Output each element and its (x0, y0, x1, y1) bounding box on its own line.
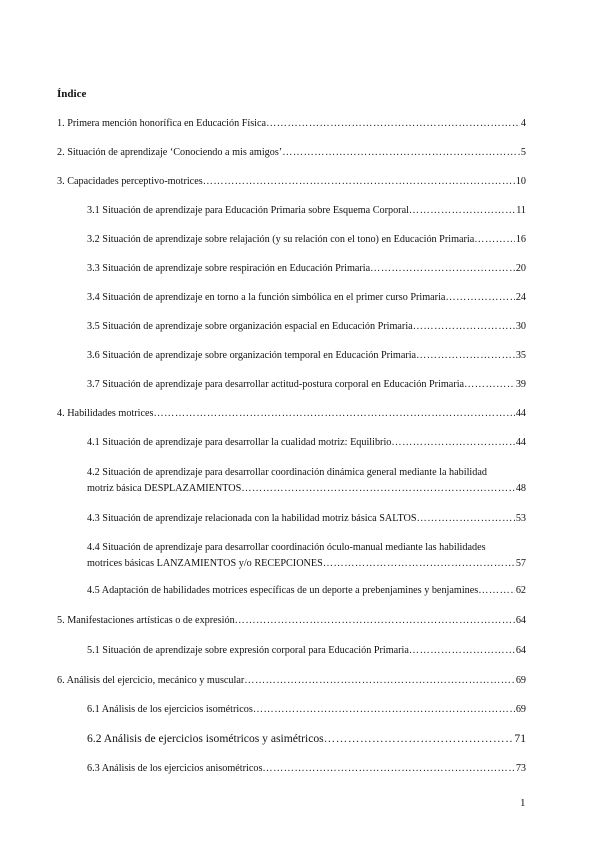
toc-entry[interactable] (87, 436, 526, 450)
toc-entry-text: 4.4 Situación de aprendizaje para desarrollar coordinación óculo-manual mediante las habilidades (87, 542, 486, 553)
toc-entry-page: 71 (514, 732, 526, 745)
toc-entry-page: 57 (515, 558, 526, 569)
toc-entry[interactable] (87, 584, 526, 598)
toc-entry-text: 3.4 Situación de aprendizaje en torno a la función simbólica en el primer curso Primaria (87, 292, 446, 303)
toc-heading: Índice (57, 88, 87, 100)
toc-entry-page: 10 (515, 176, 526, 187)
toc-entry[interactable] (57, 674, 526, 688)
toc-entry-text: 3.7 Situación de aprendizaje para desarrollar actitud-postura corporal en Educación Primaria (87, 379, 465, 390)
toc-entry-text: 5. Manifestaciones artísticas o de expresión (57, 615, 235, 626)
toc-entry-page: 5 (520, 147, 526, 158)
toc-entry[interactable] (87, 762, 526, 776)
toc-entry[interactable] (87, 204, 526, 218)
toc-entry-text: 3.3 Situación de aprendizaje sobre respiración en Educación Primaria (87, 263, 371, 274)
toc-entry[interactable] (57, 614, 526, 628)
toc-entry-page: 11 (516, 205, 526, 216)
toc-entry-page: 73 (515, 763, 526, 774)
toc-entry-page: 69 (515, 704, 526, 715)
toc-entry[interactable] (57, 407, 526, 421)
toc-entry-page: 44 (515, 437, 526, 448)
toc-entry[interactable] (57, 117, 526, 131)
toc-entry[interactable] (87, 262, 526, 276)
toc-entry[interactable] (87, 291, 526, 305)
toc-entry[interactable] (87, 644, 526, 658)
toc-entry-text: 3.2 Situación de aprendizaje sobre relajación (y su relación con el tono) en Educación Primaria (87, 234, 475, 245)
toc-entry-text: 4.5 Adaptación de habilidades motrices específicas de un deporte a prebenjamines y benjamines (87, 585, 479, 596)
toc-entry-text: 3.6 Situación de aprendizaje sobre organización temporal en Educación Primaria (87, 350, 417, 361)
toc-entry-text: 5.1 Situación de aprendizaje sobre expresión corporal para Educación Primaria (87, 645, 409, 656)
toc-entry-text: 1. Primera mención honorífica en Educación Física (57, 118, 267, 129)
toc-entry[interactable] (87, 233, 526, 247)
toc-entry-text: 4.1 Situación de aprendizaje para desarrollar la cualidad motriz: Equilibrio (87, 437, 392, 448)
toc-entry[interactable] (57, 175, 526, 189)
toc-entry[interactable] (87, 320, 526, 334)
toc-entry[interactable] (87, 703, 526, 717)
toc-entry-text: 2. Situación de aprendizaje ‘Conociendo a mis amigos’ (57, 147, 283, 158)
toc-entry-page: 4 (520, 118, 526, 129)
toc-entry-text: 6.2 Análisis de ejercicios isométricos y asimétricos (87, 732, 324, 745)
toc-entry-text: 4. Habilidades motrices (57, 408, 154, 419)
toc-entry[interactable] (87, 378, 526, 392)
toc-entry-page: 44 (515, 408, 526, 419)
toc-entry-page: 20 (515, 263, 526, 274)
toc-entry-text-continued: motrices básicas LANZAMIENTOS y/o RECEPCIONES (87, 558, 323, 569)
toc-entry-page: 24 (515, 292, 526, 303)
toc-entry[interactable] (87, 466, 526, 496)
toc-entry[interactable] (87, 512, 526, 526)
toc-entry[interactable] (87, 732, 526, 746)
toc-entry-text: 3.1 Situación de aprendizaje para Educación Primaria sobre Esquema Corporal (87, 205, 409, 216)
toc-entry-text: 4.3 Situación de aprendizaje relacionada con la habilidad motriz básica SALTOS (87, 513, 417, 524)
toc-entry[interactable] (87, 541, 526, 571)
toc-entry-text-continued: motriz básica DESPLAZAMIENTOS (87, 483, 242, 494)
toc-entry-page: 30 (515, 321, 526, 332)
page-number: 1 (520, 797, 526, 809)
toc-entry-page: 39 (515, 379, 526, 390)
toc-entry-page: 62 (515, 585, 526, 596)
toc-entry[interactable] (57, 146, 526, 160)
toc-entry-page: 69 (515, 675, 526, 686)
toc-entry-text: 6. Análisis del ejercicio, mecánico y muscular (57, 675, 245, 686)
toc-entry-text: 6.1 Análisis de los ejercicios isométricos (87, 704, 253, 715)
toc-entry-text: 3.5 Situación de aprendizaje sobre organización espacial en Educación Primaria (87, 321, 413, 332)
toc-entry-text: 4.2 Situación de aprendizaje para desarrollar coordinación dinámica general mediante la habilidad (87, 467, 487, 478)
toc-entry-text: 3. Capacidades perceptivo-motrices (57, 176, 203, 187)
toc-entry-text: 6.3 Análisis de los ejercicios anisométricos (87, 763, 263, 774)
toc-entry-page: 53 (515, 513, 526, 524)
toc-entry-page: 16 (515, 234, 526, 245)
toc-entry[interactable] (87, 349, 526, 363)
toc-entry-page: 64 (515, 645, 526, 656)
toc-entry-page: 48 (515, 483, 526, 494)
toc-entry-page: 35 (515, 350, 526, 361)
toc-entry-page: 64 (515, 615, 526, 626)
